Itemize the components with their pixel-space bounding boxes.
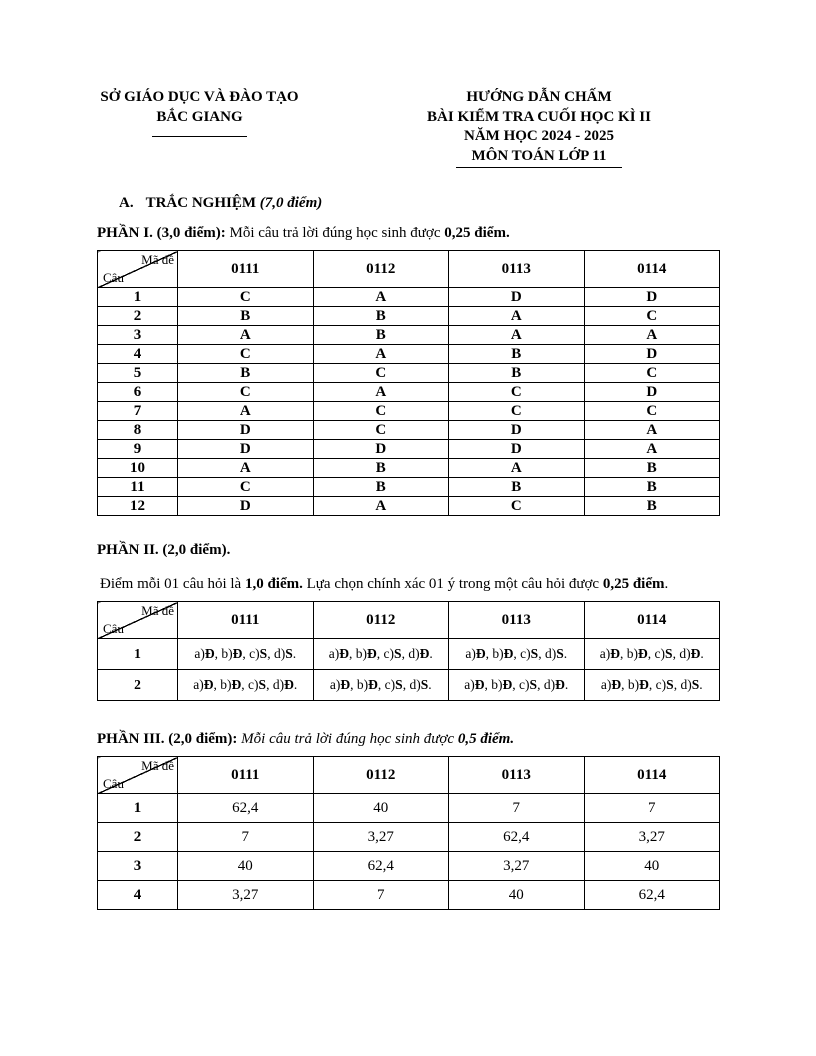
column-header: 0112 bbox=[313, 757, 449, 794]
column-header: 0112 bbox=[313, 602, 449, 639]
column-header: 0113 bbox=[449, 602, 585, 639]
header-left-rule bbox=[152, 136, 247, 137]
answer-cell: B bbox=[449, 478, 585, 497]
question-number-cell: 3 bbox=[98, 326, 178, 345]
answer-row bbox=[98, 881, 720, 910]
answer-row bbox=[98, 402, 720, 421]
part1-heading-label: PHẦN I. (3,0 điểm): bbox=[97, 225, 226, 241]
part2-note bbox=[97, 576, 720, 593]
issuing-authority: SỞ GIÁO DỤC VÀ ĐÀO TẠO bbox=[100, 89, 299, 105]
answer-cell: A bbox=[313, 288, 449, 307]
column-header: 0114 bbox=[584, 251, 720, 288]
answer-cell: B bbox=[313, 326, 449, 345]
answer-cell: 40 bbox=[584, 852, 720, 881]
answer-cell: C bbox=[178, 383, 314, 402]
answer-cell: 3,27 bbox=[449, 852, 585, 881]
section-a-title: TRẮC NGHIỆM bbox=[145, 195, 260, 211]
column-header: 0114 bbox=[584, 602, 720, 639]
answer-cell: 7 bbox=[178, 823, 314, 852]
answer-cell: A bbox=[178, 326, 314, 345]
answer-cell: C bbox=[449, 497, 585, 516]
part2-note-text1: Điểm mỗi 01 câu hỏi là bbox=[100, 576, 245, 592]
answer-cell: D bbox=[313, 440, 449, 459]
answer-cell: 3,27 bbox=[178, 881, 314, 910]
part2-note-bold2: 0,25 điểm bbox=[602, 576, 665, 592]
answer-cell: B bbox=[313, 307, 449, 326]
corner-cell bbox=[98, 251, 178, 288]
answer-row bbox=[98, 326, 720, 345]
answer-row bbox=[98, 440, 720, 459]
answer-cell: B bbox=[449, 364, 585, 383]
column-header: 0111 bbox=[178, 757, 314, 794]
answer-cell: 7 bbox=[584, 794, 720, 823]
corner-label-cau: Câu bbox=[103, 270, 124, 286]
answer-row bbox=[98, 459, 720, 478]
answer-cell: a)Đ, b)Đ, c)S, d)Đ. bbox=[584, 639, 720, 670]
column-header: 0114 bbox=[584, 757, 720, 794]
answer-cell: C bbox=[584, 307, 720, 326]
question-number-cell: 2 bbox=[98, 307, 178, 326]
answer-cell: A bbox=[584, 326, 720, 345]
answer-row bbox=[98, 670, 720, 701]
corner-label-cau: Câu bbox=[103, 621, 124, 637]
answer-cell: C bbox=[178, 478, 314, 497]
section-a-label: A. bbox=[119, 195, 134, 211]
answer-cell: C bbox=[313, 364, 449, 383]
column-header: 0113 bbox=[449, 757, 585, 794]
answer-row bbox=[98, 307, 720, 326]
answer-cell: B bbox=[313, 459, 449, 478]
issuing-province: BẮC GIANG bbox=[156, 108, 243, 125]
corner-label-ma-de: Mã đề bbox=[141, 603, 174, 618]
answer-row bbox=[98, 421, 720, 440]
answer-cell: A bbox=[584, 440, 720, 459]
answer-cell: C bbox=[313, 421, 449, 440]
answer-cell: C bbox=[449, 402, 585, 421]
question-number-cell: 11 bbox=[98, 478, 178, 497]
table-header-row bbox=[98, 757, 720, 794]
part1-answer-table bbox=[97, 250, 720, 516]
question-number-cell: 3 bbox=[98, 852, 178, 881]
part3-heading bbox=[97, 731, 720, 748]
answer-cell: A bbox=[313, 497, 449, 516]
answer-cell: 62,4 bbox=[449, 823, 585, 852]
answer-cell: B bbox=[449, 345, 585, 364]
answer-cell: A bbox=[313, 345, 449, 364]
answer-cell: A bbox=[178, 402, 314, 421]
answer-cell: C bbox=[449, 383, 585, 402]
answer-cell: a)Đ, b)Đ, c)S, d)Đ. bbox=[178, 670, 314, 701]
answer-cell: B bbox=[584, 497, 720, 516]
answer-cell: 62,4 bbox=[178, 794, 314, 823]
part3-heading-text: Mỗi câu trả lời đúng học sinh được bbox=[237, 731, 458, 747]
column-header: 0112 bbox=[313, 251, 449, 288]
answer-cell: a)Đ, b)Đ, c)S, d)S. bbox=[449, 639, 585, 670]
answer-cell: C bbox=[178, 345, 314, 364]
answer-row bbox=[98, 288, 720, 307]
question-number-cell: 5 bbox=[98, 364, 178, 383]
answer-cell: D bbox=[449, 440, 585, 459]
answer-row bbox=[98, 364, 720, 383]
section-a-heading bbox=[119, 195, 720, 212]
answer-cell: 40 bbox=[178, 852, 314, 881]
answer-cell: a)Đ, b)Đ, c)S, d)Đ. bbox=[449, 670, 585, 701]
answer-cell: A bbox=[584, 421, 720, 440]
corner-label-ma-de: Mã đề bbox=[141, 252, 174, 267]
corner-label-ma-de: Mã đề bbox=[141, 758, 174, 773]
doc-title-line4 bbox=[414, 147, 664, 169]
answer-row bbox=[98, 478, 720, 497]
question-number-cell: 4 bbox=[98, 345, 178, 364]
doc-title-line2: BÀI KIỂM TRA CUỐI HỌC KÌ II bbox=[427, 108, 651, 125]
answer-cell: C bbox=[584, 364, 720, 383]
question-number-cell: 2 bbox=[98, 823, 178, 852]
table-header-row bbox=[98, 602, 720, 639]
answer-cell: 7 bbox=[449, 794, 585, 823]
section-a-points: (7,0 điểm) bbox=[259, 195, 323, 211]
part1-heading-points: 0,25 điểm. bbox=[444, 225, 510, 241]
part3-heading-points: 0,5 điểm. bbox=[457, 731, 515, 747]
header-left-block bbox=[97, 88, 302, 137]
answer-row bbox=[98, 823, 720, 852]
answer-cell: D bbox=[178, 440, 314, 459]
column-header: 0111 bbox=[178, 251, 314, 288]
answer-cell: A bbox=[449, 459, 585, 478]
answer-cell: D bbox=[449, 421, 585, 440]
corner-cell bbox=[98, 602, 178, 639]
answer-cell: C bbox=[313, 402, 449, 421]
question-number-cell: 1 bbox=[98, 639, 178, 670]
part2-note-bold1: 1,0 điểm. bbox=[244, 576, 303, 592]
part3-heading-label: PHẦN III. (2,0 điểm): bbox=[97, 731, 238, 747]
header-right-block bbox=[414, 88, 664, 168]
answer-cell: D bbox=[178, 421, 314, 440]
answer-cell: a)Đ, b)Đ, c)S, d)Đ. bbox=[313, 639, 449, 670]
question-number-cell: 7 bbox=[98, 402, 178, 421]
part2-note-text2: Lựa chọn chính xác 01 ý trong một câu hỏi được bbox=[302, 576, 603, 592]
answer-cell: 62,4 bbox=[584, 881, 720, 910]
answer-cell: B bbox=[584, 459, 720, 478]
answer-cell: A bbox=[449, 326, 585, 345]
answer-cell: 62,4 bbox=[313, 852, 449, 881]
answer-row bbox=[98, 383, 720, 402]
column-header: 0111 bbox=[178, 602, 314, 639]
answer-cell: C bbox=[584, 402, 720, 421]
answer-cell: B bbox=[178, 364, 314, 383]
question-number-cell: 10 bbox=[98, 459, 178, 478]
answer-row bbox=[98, 639, 720, 670]
answer-row bbox=[98, 497, 720, 516]
answer-cell: D bbox=[584, 383, 720, 402]
answer-cell: 3,27 bbox=[313, 823, 449, 852]
answer-cell: D bbox=[584, 345, 720, 364]
answer-cell: 7 bbox=[313, 881, 449, 910]
question-number-cell: 6 bbox=[98, 383, 178, 402]
part2-answer-table bbox=[97, 601, 720, 701]
doc-title-line3: NĂM HỌC 2024 - 2025 bbox=[464, 128, 614, 144]
corner-label-cau: Câu bbox=[103, 776, 124, 792]
question-number-cell: 9 bbox=[98, 440, 178, 459]
part2-heading: PHẦN II. (2,0 điểm). bbox=[97, 542, 231, 558]
answer-cell: B bbox=[178, 307, 314, 326]
answer-cell: D bbox=[584, 288, 720, 307]
answer-cell: a)Đ, b)Đ, c)S, d)S. bbox=[178, 639, 314, 670]
table-header-row bbox=[98, 251, 720, 288]
answer-cell: B bbox=[584, 478, 720, 497]
answer-cell: a)Đ, b)Đ, c)S, d)S. bbox=[313, 670, 449, 701]
answer-cell: A bbox=[178, 459, 314, 478]
question-number-cell: 12 bbox=[98, 497, 178, 516]
doc-title-line1: HƯỚNG DẪN CHẤM bbox=[466, 89, 612, 105]
answer-row bbox=[98, 794, 720, 823]
answer-cell: A bbox=[313, 383, 449, 402]
answer-cell: D bbox=[449, 288, 585, 307]
answer-cell: D bbox=[178, 497, 314, 516]
answer-cell: B bbox=[313, 478, 449, 497]
answer-row bbox=[98, 345, 720, 364]
part1-heading-text: Mỗi câu trả lời đúng học sinh được bbox=[225, 225, 445, 241]
question-number-cell: 1 bbox=[98, 288, 178, 307]
question-number-cell: 1 bbox=[98, 794, 178, 823]
answer-cell: 40 bbox=[449, 881, 585, 910]
answer-cell: 3,27 bbox=[584, 823, 720, 852]
column-header: 0113 bbox=[449, 251, 585, 288]
part3-answer-table bbox=[97, 756, 720, 910]
part1-heading bbox=[97, 225, 720, 242]
corner-cell bbox=[98, 757, 178, 794]
answer-cell: a)Đ, b)Đ, c)S, d)S. bbox=[584, 670, 720, 701]
answer-cell: A bbox=[449, 307, 585, 326]
question-number-cell: 8 bbox=[98, 421, 178, 440]
question-number-cell: 2 bbox=[98, 670, 178, 701]
document-header bbox=[97, 88, 720, 168]
question-number-cell: 4 bbox=[98, 881, 178, 910]
answer-cell: 40 bbox=[313, 794, 449, 823]
part2-note-text3: . bbox=[664, 576, 669, 592]
subject-line: MÔN TOÁN LỚP 11 bbox=[456, 147, 623, 169]
answer-row bbox=[98, 852, 720, 881]
answer-cell: C bbox=[178, 288, 314, 307]
